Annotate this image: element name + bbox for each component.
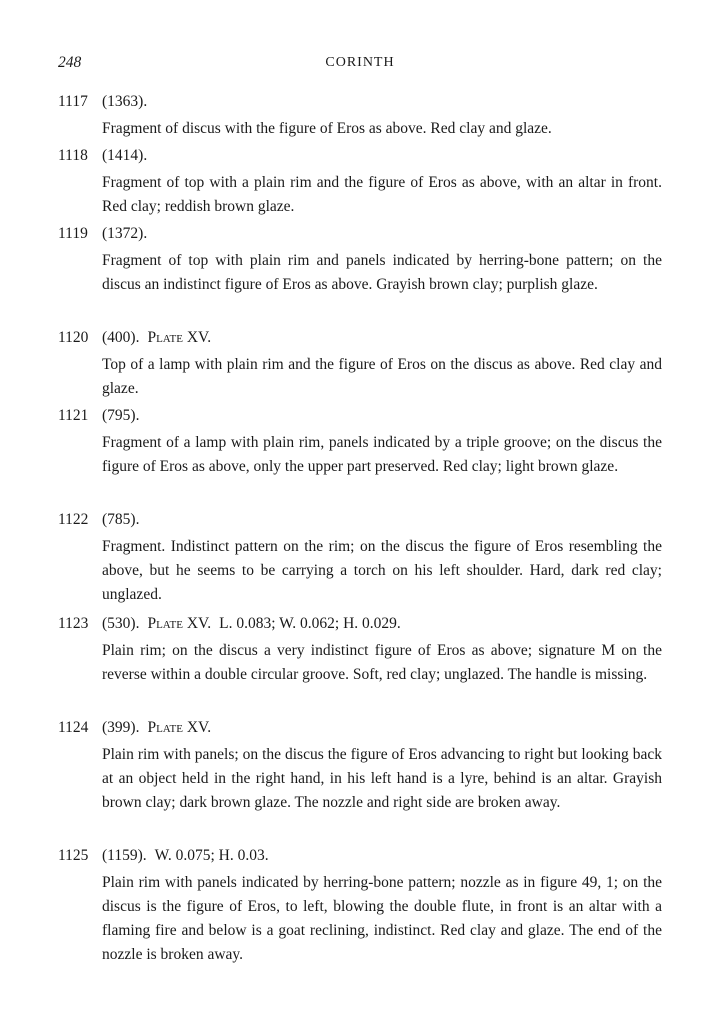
entry-description: Plain rim with panels; on the discus the figure of Eros advancing to right but looking back at an object held in the right hand, in his left hand is a lyre, behind is an altar. Grayish brown clay; dark brown glaze. The nozzle and right side are broken away. bbox=[102, 746, 662, 811]
entry-number: 1122 bbox=[58, 511, 89, 528]
entry-number: 1119 bbox=[58, 225, 88, 242]
entry-heading bbox=[58, 144, 662, 168]
entry-description: Plain rim with panels indicated by herring-bone pattern; nozzle as in figure 49, 1; on the discus is the figure of Eros, to left, blowing the double flute, in front is an altar with a flaming fire and below is a goat reclining, indistinct. Red clay and glaze. The end of the nozzle is broken away. bbox=[102, 874, 662, 963]
entry-description: Top of a lamp with plain rim and the figure of Eros on the discus as above. Red clay and glaze. bbox=[102, 356, 662, 397]
plate-reference: Plate XV. bbox=[147, 329, 212, 346]
catalog-entry bbox=[58, 326, 662, 401]
catalog-entry bbox=[58, 404, 662, 479]
inventory-number: (1414). bbox=[102, 147, 148, 164]
inventory-number: (785). bbox=[102, 511, 140, 528]
entry-number: 1118 bbox=[58, 147, 88, 164]
plate-reference: Plate XV. bbox=[147, 719, 212, 736]
inventory-number: (1159). bbox=[102, 847, 147, 864]
entry-heading bbox=[58, 716, 662, 740]
entry-description: Fragment of discus with the figure of Eros as above. Red clay and glaze. bbox=[102, 120, 552, 137]
entry-description: Fragment of top with a plain rim and the figure of Eros as above, with an altar in front. Red clay; reddish brown glaze. bbox=[102, 174, 662, 215]
entry-description: Fragment of top with plain rim and panels indicated by herring-bone pattern; on the discus an indistinct figure of Eros as above. Grayish brown clay; purplish glaze. bbox=[102, 252, 662, 293]
entry-number: 1121 bbox=[58, 407, 89, 424]
inventory-number: (795). bbox=[102, 407, 140, 424]
catalog-entry bbox=[58, 716, 662, 815]
entry-number: 1120 bbox=[58, 329, 89, 346]
entry-number: 1125 bbox=[58, 847, 89, 864]
dimensions: L. 0.083; W. 0.062; H. 0.029. bbox=[219, 615, 401, 632]
entry-heading bbox=[58, 844, 662, 868]
entry-heading bbox=[58, 222, 662, 246]
inventory-number: (1363). bbox=[102, 93, 148, 110]
entry-number: 1124 bbox=[58, 719, 89, 736]
catalog-entry bbox=[58, 144, 662, 219]
entry-description: Fragment. Indistinct pattern on the rim; on the discus the figure of Eros resembling the above, but he seems to be carrying a torch on his left shoulder. Hard, dark red clay; unglazed. bbox=[102, 538, 662, 603]
inventory-number: (1372). bbox=[102, 225, 148, 242]
running-head bbox=[58, 54, 662, 76]
catalog-entry bbox=[58, 612, 662, 687]
entry-description: Fragment of a lamp with plain rim, panels indicated by a triple groove; on the discus the figure of Eros as above, only the upper part preserved. Red clay; light brown glaze. bbox=[102, 434, 662, 475]
entry-heading bbox=[58, 612, 662, 636]
inventory-number: (530). bbox=[102, 615, 140, 632]
entry-heading bbox=[58, 326, 662, 350]
entry-description: Plain rim; on the discus a very indistinct figure of Eros as above; signature M on the reverse within a double circular groove. Soft, red clay; unglazed. The handle is missing. bbox=[102, 642, 662, 683]
catalog-entry bbox=[58, 90, 662, 141]
inventory-number: (400). bbox=[102, 329, 140, 346]
entry-heading bbox=[58, 90, 662, 114]
page-number: 248 bbox=[58, 54, 82, 71]
catalog-entry bbox=[58, 508, 662, 607]
entry-number: 1117 bbox=[58, 93, 88, 110]
catalog-entry bbox=[58, 844, 662, 967]
entry-heading bbox=[58, 404, 662, 428]
running-title: CORINTH bbox=[325, 55, 395, 70]
inventory-number: (399). bbox=[102, 719, 140, 736]
catalog-entry bbox=[58, 222, 662, 297]
plate-reference: Plate XV. bbox=[147, 615, 212, 632]
entry-heading bbox=[58, 508, 662, 532]
entry-number: 1123 bbox=[58, 615, 89, 632]
dimensions: W. 0.075; H. 0.03. bbox=[154, 847, 269, 864]
